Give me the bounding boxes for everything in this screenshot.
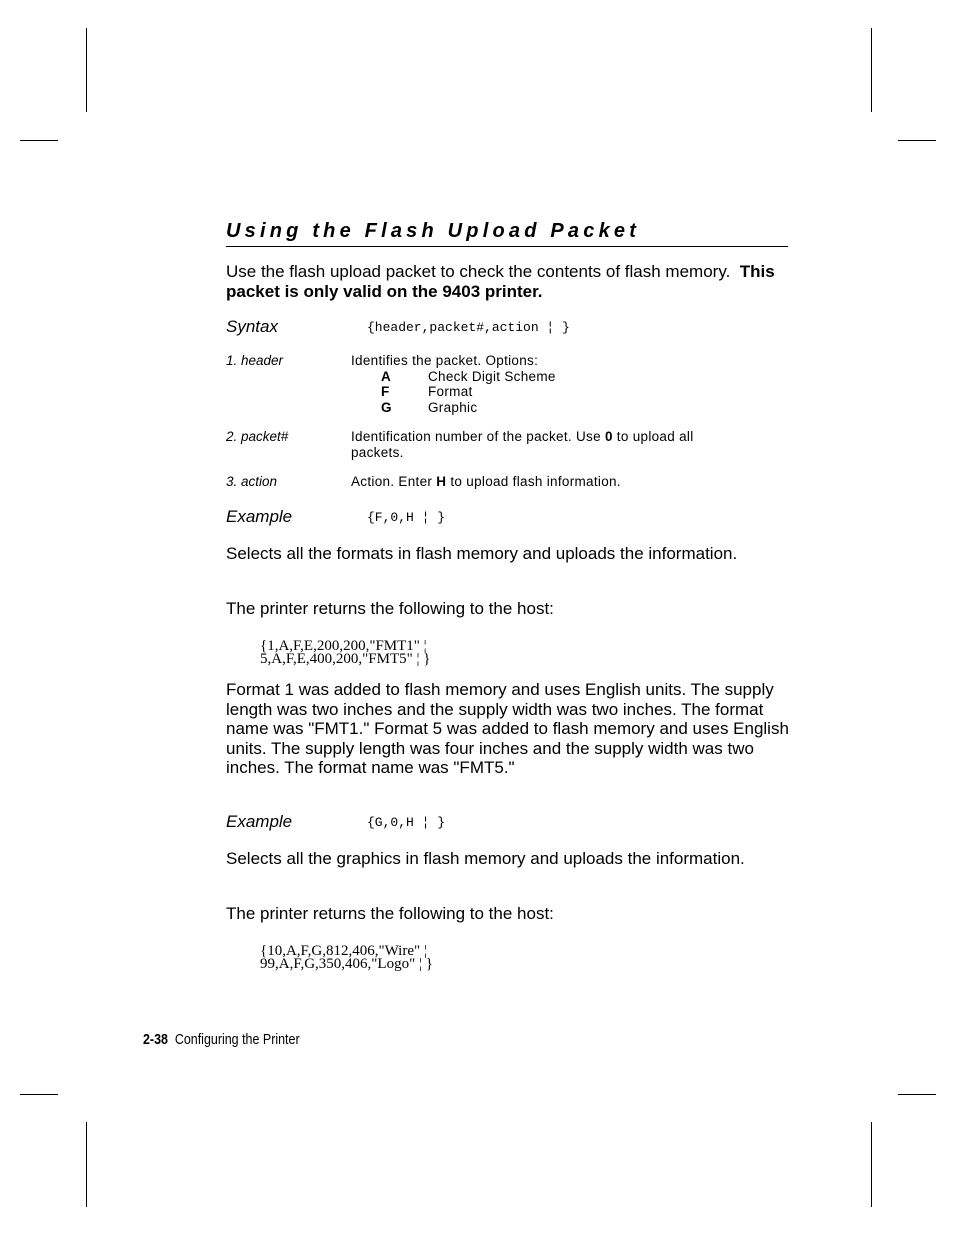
- returns-text: The printer returns the following to the host:: [226, 599, 554, 618]
- option-value: Graphic: [428, 400, 478, 415]
- param-desc-text: Action. Enter: [351, 474, 437, 489]
- output-line: {10,A,F,G,812,406,"Wire" ¦: [260, 943, 427, 959]
- output-line: 99,A,F,G,350,406,"Logo" ¦ }: [260, 956, 433, 972]
- param-desc-text: to upload flash information.: [446, 474, 621, 489]
- page-footer: [143, 1032, 300, 1048]
- crop-mark: [871, 1122, 872, 1207]
- param-packet-desc: [351, 429, 746, 461]
- example-code: {G,0,H ¦ }: [367, 815, 446, 830]
- option-key: A: [381, 369, 391, 384]
- example-code: {F,0,H ¦ }: [367, 510, 446, 525]
- example-description: Selects all the formats in flash memory and uploads the information.: [226, 544, 738, 563]
- example-description: Selects all the graphics in flash memory and uploads the information.: [226, 849, 745, 868]
- syntax-label: Syntax: [226, 317, 278, 336]
- param-action-desc: [351, 474, 751, 490]
- section-title: Using the Flash Upload Packet: [226, 220, 641, 242]
- intro-text: Use the flash upload packet to check the contents of flash memory.: [226, 262, 731, 281]
- option-key: G: [381, 400, 392, 415]
- param-packet-name: 2. packet#: [226, 429, 289, 444]
- crop-mark: [20, 1094, 58, 1095]
- example-label: Example: [226, 812, 293, 831]
- param-desc-bold: H: [436, 474, 447, 489]
- example-label: Example: [226, 507, 293, 526]
- crop-mark: [86, 1122, 87, 1207]
- param-header-name: 1. header: [226, 353, 284, 368]
- param-action-name: 3. action: [226, 474, 278, 489]
- crop-mark: [871, 28, 872, 112]
- output-line: 5,A,F,E,400,200,"FMT5" ¦ }: [260, 651, 431, 667]
- option-key: F: [381, 384, 390, 399]
- output-line: {1,A,F,E,200,200,"FMT1" ¦: [260, 638, 427, 654]
- option-value: Check Digit Scheme: [428, 369, 556, 384]
- crop-mark: [86, 28, 87, 112]
- param-desc-bold: 0: [604, 429, 613, 444]
- intro-bold-note: This packet is only valid on the 9403 printer.: [226, 262, 775, 301]
- intro-paragraph: [226, 262, 796, 301]
- explanation-paragraph: Format 1 was added to flash memory and uses English units. The supply length was two inches and the supply width was two inches. The format name was "FMT1." Format 5 was added to flash memory and uses English units. The supply length was four inches and the supply width was two inches. The format name was "FMT5.": [226, 680, 789, 777]
- option-value: Format: [428, 384, 473, 399]
- page-number: 2-38: [143, 1032, 168, 1048]
- param-header-desc: Identifies the packet. Options:: [351, 353, 539, 368]
- param-desc-text: to upload all packets.: [351, 429, 694, 460]
- title-underline: [226, 246, 788, 247]
- chapter-title: Configuring the Printer: [174, 1032, 300, 1048]
- crop-mark: [898, 1094, 936, 1095]
- param-desc-text: Identification number of the packet. Use: [351, 429, 605, 444]
- crop-mark: [898, 140, 936, 141]
- syntax-code: {header,packet#,action ¦ }: [367, 320, 570, 335]
- crop-mark: [20, 140, 58, 141]
- returns-text: The printer returns the following to the host:: [226, 904, 554, 923]
